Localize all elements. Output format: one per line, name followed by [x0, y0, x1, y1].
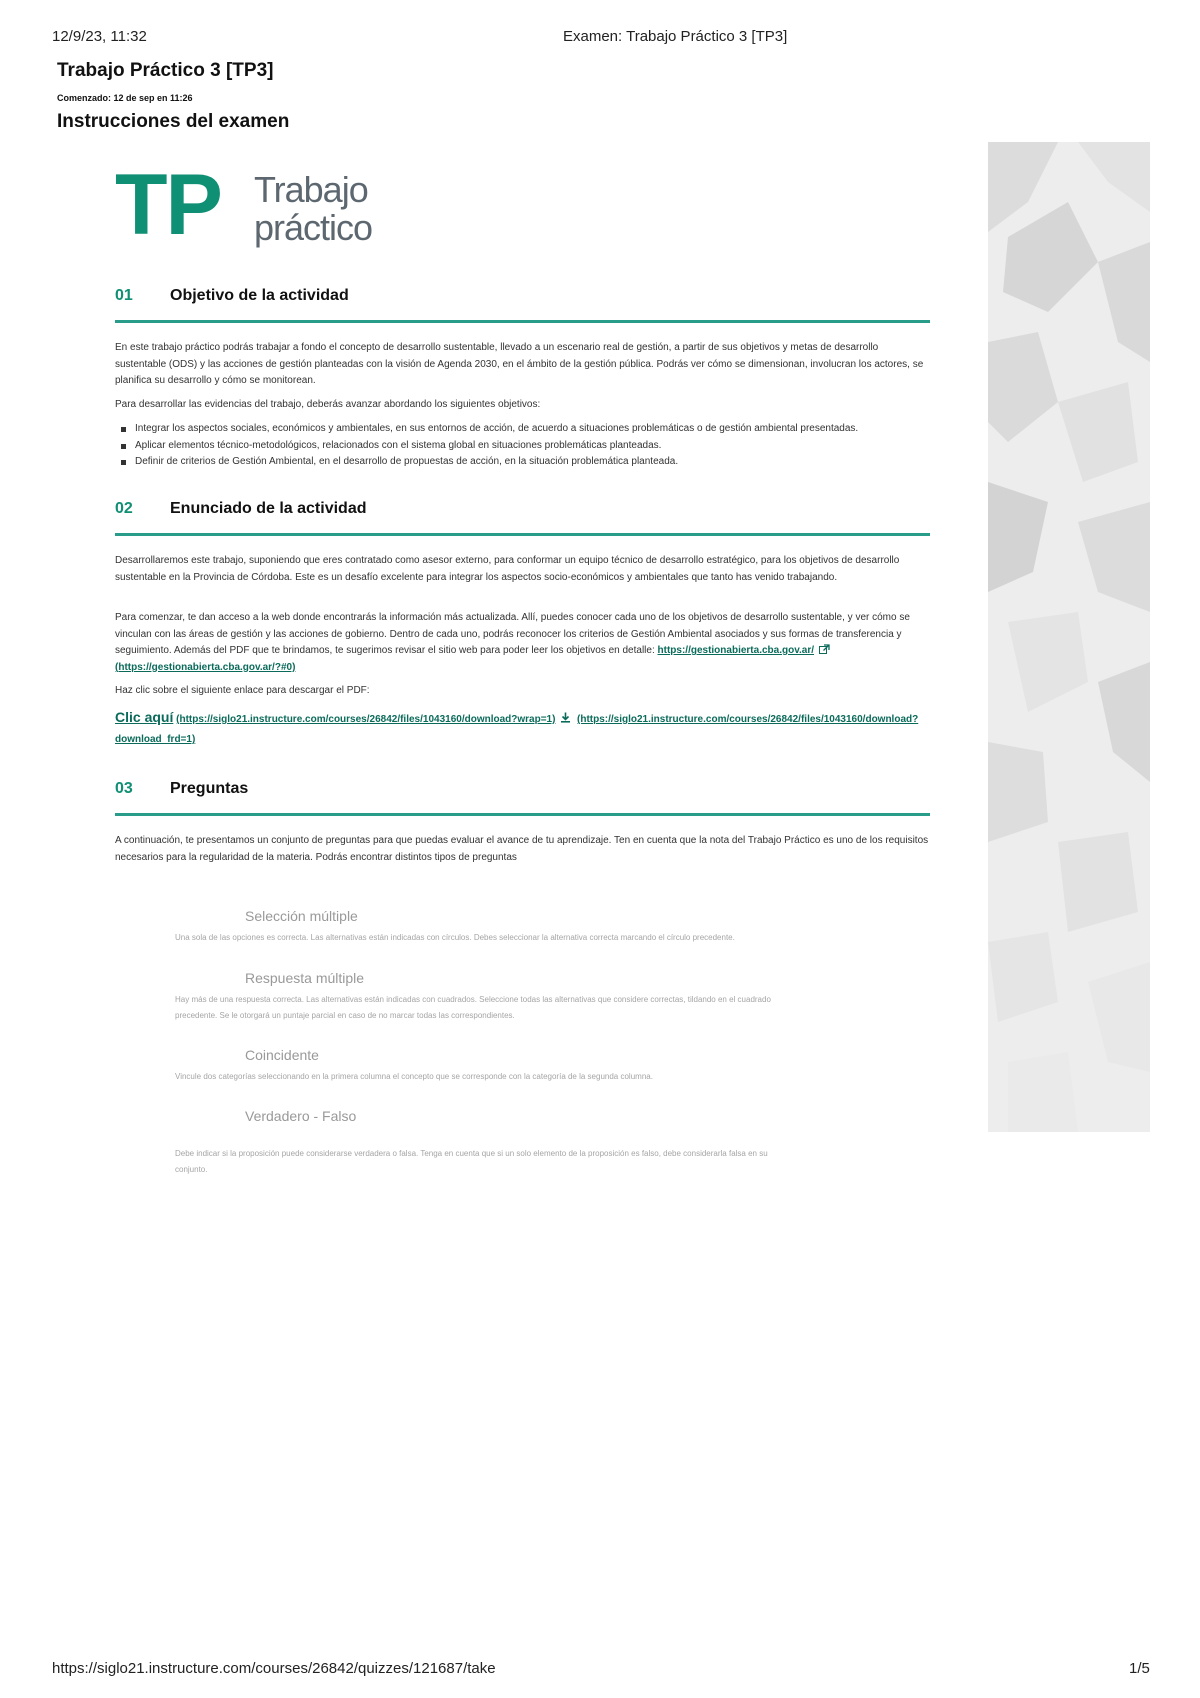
- print-page-number: 1/5: [1129, 1660, 1150, 1677]
- question-type-true-false-desc: [175, 1146, 875, 1178]
- gestion-abierta-link-url[interactable]: (https://gestionabierta.cba.gov.ar/?#0): [115, 661, 296, 673]
- section-2-divider: [115, 533, 930, 536]
- question-type-desc-line: Una sola de las opciones es correcta. Las alternativas están indicadas con círculos. Debes seleccionar la alternativa correcta marcando el círculo precedente.: [175, 933, 735, 942]
- section-3-number: 03: [115, 780, 133, 797]
- question-type-multiple-answer: Respuesta múltiple: [245, 970, 365, 986]
- decorative-side-image: [988, 142, 1150, 1132]
- objective-item: Integrar los aspectos sociales, económicos y ambientales, en sus entornos de acción, de acuerdo a situaciones problemáticas o de gestión ambiental presentadas.: [115, 421, 930, 438]
- question-type-desc-line: conjunto.: [175, 1165, 208, 1174]
- external-link-icon: [819, 644, 830, 654]
- question-type-desc-line: Debe indicar si la proposición puede considerarse verdadera o falsa. Tenga en cuenta que si un solo elemento de la proposición es falso, debe considerarla falsa en su: [175, 1149, 768, 1158]
- section-3-paragraph-1: A continuación, te presentamos un conjunto de preguntas para que puedas evaluar el avance de tu aprendizaje. Ten en cuenta que la nota del Trabajo Práctico es uno de los requisitos necesarios para la regularidad de la materia. Podrás encontrar distintos tipos de preguntas: [115, 835, 929, 863]
- question-type-desc-line: precedente. Se le otorgará un puntaje parcial en caso de no marcar todas las correspondientes.: [175, 1011, 515, 1020]
- question-type-multiple-answer-desc: [175, 992, 875, 1024]
- question-type-true-false: Verdadero - Falso: [245, 1108, 357, 1124]
- print-footer-url: https://siglo21.instructure.com/courses/26842/quizzes/121687/take: [52, 1660, 496, 1677]
- section-2-paragraph-2: [115, 610, 930, 676]
- tp-logo-word-line1: Trabajo: [254, 169, 368, 210]
- question-type-matching: Coincidente: [245, 1047, 319, 1063]
- download-icon[interactable]: [560, 711, 571, 721]
- print-page-title: Examen: Trabajo Práctico 3 [TP3]: [563, 28, 788, 45]
- objective-item: Aplicar elementos técnico-metodológicos, relacionados con el sistema global en situaciones problemáticas planteadas.: [115, 438, 930, 455]
- question-type-desc-line: Vincule dos categorías seleccionando en la primera columna el concepto que se corresponde con la categoría de la segunda columna.: [175, 1072, 653, 1081]
- question-type-multiple-choice: Selección múltiple: [245, 908, 358, 924]
- section-2-paragraph-2-text: Para comenzar, te dan acceso a la web donde encontrarás la información más actualizada. Allí, puedes conocer cada uno de los objetivos de desarrollo sustentable, y ver cómo se vinculan con las áreas de gestión y las acciones de gobierno. Dentro de cada uno, podrás reconocer los criterios de Gestión Ambiental asociados y sus formas de transferencia y seguimiento. Además del PDF que te brindamos, te sugerimos revisar el sitio web para poder leer los objetivos en detalle:: [115, 612, 910, 656]
- question-type-multiple-choice-desc: [175, 930, 875, 946]
- quiz-title: Trabajo Práctico 3 [TP3]: [57, 60, 274, 81]
- tp-logo-mark: TP: [115, 157, 221, 253]
- section-2-number: 02: [115, 500, 133, 517]
- section-3-title: Preguntas: [170, 780, 249, 797]
- section-1-number: 01: [115, 287, 133, 304]
- pdf-download-url-line2: download_frd=1): [115, 734, 196, 745]
- pdf-download-url-line1: (https://siglo21.instructure.com/courses/26842/files/1043160/download?: [577, 714, 919, 725]
- question-type-desc-line: Hay más de una respuesta correcta. Las alternativas están indicadas con cuadrados. Seleccione todas las alternativas que considere correctas, tildando en el cuadrado: [175, 995, 771, 1004]
- section-3-divider: [115, 813, 930, 816]
- gestion-abierta-link[interactable]: https://gestionabierta.cba.gov.ar/: [657, 645, 815, 656]
- section-1-divider: [115, 320, 930, 323]
- pdf-preview-url[interactable]: (https://siglo21.instructure.com/courses/26842/files/1043160/download?wrap=1): [176, 714, 556, 725]
- section-1-objectives-list: [115, 421, 930, 471]
- section-1-paragraph-2: Para desarrollar las evidencias del trabajo, deberás avanzar abordando los siguientes objetivos:: [115, 399, 541, 410]
- print-datetime: 12/9/23, 11:32: [52, 28, 147, 45]
- section-2-title: Enunciado de la actividad: [170, 500, 367, 517]
- section-1-title: Objetivo de la actividad: [170, 287, 349, 304]
- started-timestamp: Comenzado: 12 de sep en 11:26: [57, 93, 193, 103]
- objective-item: Definir de criterios de Gestión Ambiental, en el desarrollo de propuestas de acción, en la situación problemática planteada.: [115, 454, 930, 471]
- question-type-matching-desc: [175, 1069, 875, 1085]
- section-1-paragraph-1: En este trabajo práctico podrás trabajar a fondo el concepto de desarrollo sustentable, llevado a un escenario real de gestión, a partir de sus objetivos y metas de desarrollo sustentable (ODS) y las acciones de gestión planteadas con la visión de Agenda 2030, en el ámbito de la gestión pública. Podrás ver cómo se dimensionan, involucran los actores, se planifica su desarrollo y cómo se monitorean.: [115, 342, 924, 386]
- instructions-heading: Instrucciones del examen: [57, 111, 290, 132]
- section-2-paragraph-3: Haz clic sobre el siguiente enlace para descargar el PDF:: [115, 685, 370, 696]
- download-pdf-line: [115, 707, 930, 750]
- tp-logo-word-line2: práctico: [254, 207, 373, 248]
- clic-aqui-link[interactable]: Clic aquí: [115, 709, 174, 725]
- section-2-paragraph-1: Desarrollaremos este trabajo, suponiendo que eres contratado como asesor externo, para conformar un equipo técnico de desarrollo estratégico, para los objetivos de desarrollo sustentable en la Provincia de Córdoba. Este es un desafío excelente para integrar los aspectos socio-económicos y ambientales que tanto has venido trabajando.: [115, 555, 900, 583]
